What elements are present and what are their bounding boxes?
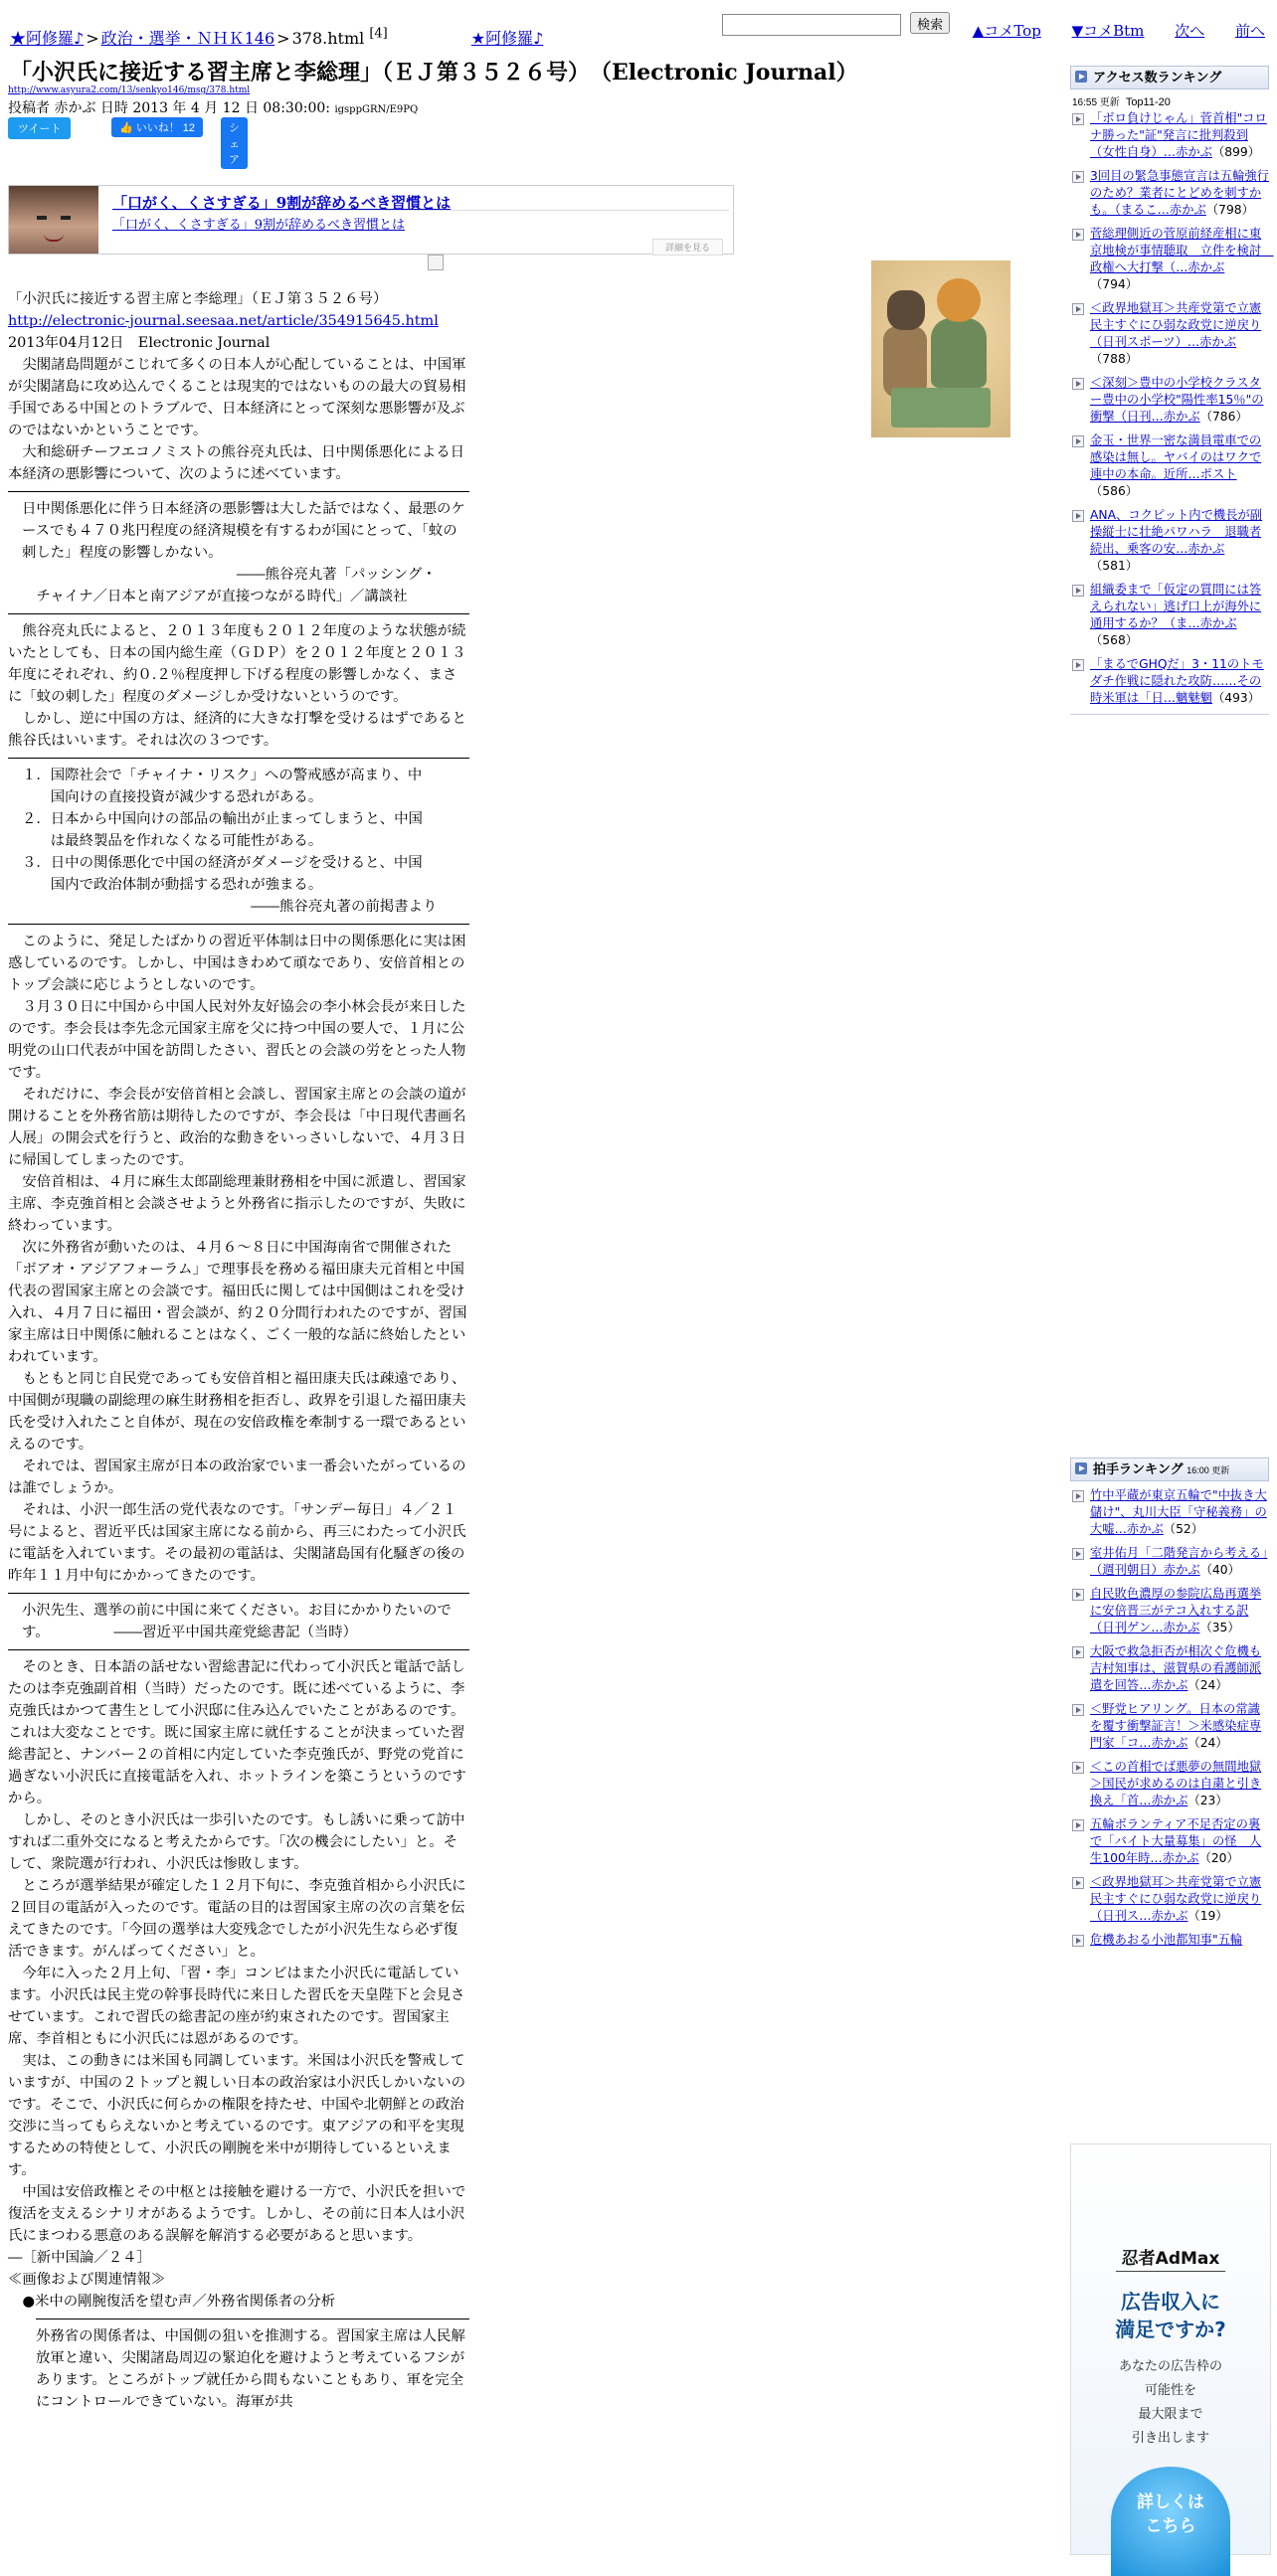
ranking-item-link[interactable]: 室井佑月「二階発言から考える」（週刊朝日）赤かぶ [1090,1546,1268,1577]
clap-ranking [1070,1458,1269,1956]
breadcrumb-page: 378.html [291,29,365,48]
ninja-admax-logo-text: 忍者AdMax [1121,2249,1220,2269]
divider [8,1593,469,1594]
ranking-item [1070,1816,1269,1867]
ranking-item-link[interactable]: 3回目の緊急事態宣言は五輪強行のため？業者にとどめを刺すかも。（まるこ…赤かぶ [1090,169,1269,217]
divider [8,491,469,492]
next-link[interactable]: 次へ [1175,22,1205,40]
article-paragraph: 尖閣諸島問題がこじれて多くの日本人が心配していることは、中国軍が尖閣諸島に攻め込んでくることは現実的ではないものの最大の貿易相手国である中国とのトラブルで、日本経済にとって深刻な悪影響が及ぶのではないかということです。 [8,357,466,438]
ranking-item-link[interactable]: 金玉・世界一密な満員電車での感染は無し。ヤバイのはワクで連中の本命。近所…ポスト [1090,433,1262,481]
post-url-link[interactable]: http://www.asyura2.com/13/senkyo146/msg/378.html [8,86,251,95]
access-ranking-time: 16:55 更新 [1072,97,1120,108]
ranking-item-link[interactable]: ＜政界地獄耳＞共産党第で立憲民主すぐにひ弱な政党に逆戻り（日刊ス…赤かぶ [1090,1875,1262,1923]
arrow-right-icon [1072,510,1084,522]
search-input[interactable] [722,14,901,36]
ninja-ad-sub-2: 可能性を [1144,2383,1196,2398]
ranking-item [1070,226,1274,293]
arrow-right-icon [1072,1589,1084,1601]
ninja-admax-logo [1071,2244,1270,2272]
ninja-ad-sub-4: 引き出します [1131,2431,1209,2446]
article-date: 2013年04月12日 Electronic Journal [8,335,271,351]
clap-ranking-time: 16:00 更新 [1186,1465,1230,1475]
article-list: １．国際社会で「チャイナ・リスク」への警戒感が高まり、中 国向けの直接投資が減少する恐れがある。 ２．日本から中国向けの部品の輸出が止まってしまうと、中国 は最終製品を作れなくなる可能性がある。 ３．日中の関係悪化で中国の経済がダメージを受けると、中国 国内で政治体制が動揺する恐れが強まる。 ――熊谷亮丸著の前掲書より [22,768,438,915]
ranking-item-link[interactable]: 「まるでGHQだ」3・11のトモダチ作戦に隠れた攻防……その時米軍は「日…魑魅魍 [1090,657,1264,705]
access-ranking-sub [1072,93,1269,108]
ranking-item-count: （19） [1187,1909,1228,1923]
ad-title-link[interactable]: 「口がく、くさすぎる」9割が辞めるべき習慣とは [112,194,452,212]
ranking-item-link[interactable]: 五輪ボランティア不足否定の裏で「バイト大量募集」の怪 人生100年時…赤かぶ [1090,1817,1262,1865]
ranking-item-link[interactable]: ＜野党ヒアリング。日本の常識を覆す衝撃証言！＞米感染症専門家「コ…赤かぶ [1090,1702,1262,1750]
ranking-item [1070,1874,1269,1925]
ranking-item [1070,432,1269,500]
clap-ranking-header [1070,1458,1269,1481]
ranking-item-count: （40） [1199,1563,1240,1577]
ranking-item [1070,1545,1269,1579]
arrow-right-icon [1072,1490,1084,1502]
ranking-item-link[interactable]: ＜この首相でば悪夢の無間地獄＞国民が求めるのは自粛と引き換え「首…赤かぶ [1090,1760,1262,1807]
top-bar [0,0,1277,50]
ranking-item-count: （493） [1211,691,1261,705]
arrow-right-icon [1072,113,1084,125]
ninja-ad-headline [1071,2288,1270,2343]
arrow-right-icon [1072,1877,1084,1889]
ranking-item-count: （581） [1090,559,1139,573]
ranking-item-link[interactable]: 組織委まで「仮定の質問には答えられない」逃げ口上が海外に通用するか？（ま…赤かぶ [1090,583,1262,630]
ranking-item-count: （788） [1090,352,1139,366]
ranking-item [1070,582,1269,649]
clap-ranking-title: 拍手ランキング [1093,1461,1184,1476]
breadcrumb-sep: > [276,29,290,48]
access-ranking-range: Top11-20 [1125,96,1171,108]
ad-face-image [9,186,98,254]
breadcrumb-home2-link[interactable]: ★阿修羅♪ [470,29,544,48]
ranking-item-count: （586） [1090,484,1139,498]
ranking-item [1070,507,1269,575]
ranking-item-count: （23） [1187,1794,1228,1807]
article-paragraph: そのとき、日本語の話せない習総書記に代わって小沢氏と電話で話したのは李克強副首相（当時）だったのです。既に述べているように、李克強氏はかつて書生として小沢邸に住み込んでいたことがあるのです。これは大変なことです。既に国家主席に就任することが決まっていた習総書記と、ナンバー２の首相に内定していた李克強氏が、野党の党首に過ぎない小沢氏に直接電話を入れ、ホットラインを築こうというのですから。 しかし、そのとき小沢氏は一歩引いたのです。もし誘いに乗って訪中すれば二重外交になると考えたからです。「次の機会にしたい」と。そして、衆院選が行われ、小沢氏は惨敗します。 ところが選挙結果が確定した１２月下旬に、李克強首相から小沢氏に２回目の電話が入ったのです。電話の目的は習国家主席の次の言葉を伝えてきたのです。「今回の選挙は大変残念でしたが小沢先生なら必ず復活できます。がんばってください」と。 今年に入った２月上旬、「習・李」コンビはまた小沢氏に電話しています。小沢氏は民主党の幹事長時代に来日した習氏を天皇陛下と会見させています。これで習氏の総書記の座が約束されたのです。習国家主席、李首相ともに小沢氏には恩があるのです。 実は、この動きには米国も同調しています。米国は小沢氏を警戒していますが、中国の２トップと親しい日本の政治家は小沢氏しかいないのです。そこで、小沢氏に何らかの権限を持たせ、中国や北朝鮮との政治交渉に当ってもらえないかと考えているのです。東アジアの和平を実現するための特使として、小沢氏の剛腕を米中が期待しているといえます。 中国は安倍政権とその中枢とは接触を避ける一方で、小沢氏を担いで復活を支えるシナリオがあるようです。しかし、その前に日本人は小沢氏にまつわる悪意のある誤解を解消する必要があると思います。 ―［新中国論／２４］ [8,1659,466,2266]
ranking-item-count: （24） [1187,1736,1228,1750]
arrow-right-icon [1072,171,1084,183]
arrow-right-icon [1072,1819,1084,1831]
arrow-right-icon [1072,1762,1084,1774]
post-url [8,86,250,95]
ninja-admax-ad[interactable] [1070,2144,1271,2555]
divider [8,924,469,925]
arrow-right-icon [1072,659,1084,671]
article-paragraph: 熊谷亮丸氏によると、２０１３年度も２０１２年度のような状態が続いたとしても、日本の国内総生産（ＧＤＰ）を２０１２年度と２０１３年度にそれぞれ、約０.２％程度押し下げる程度の影響しかなく、まさに「蚊の刺した」程度のダメージしか受けないというのです。 しかし、逆に中国の方は、経済的に大きな打撃を受けるはずであると熊谷氏はいいます。それは次の３つです。 [8,623,466,749]
related-quote: 外務省の関係者は、中国側の狙いを推測する。習国家主席は人民解放軍と違い、尖閣諸島周辺の緊迫化を避けようと考えているフシがあります。ところがトップ就任から間もないこともあり、軍を完全にコントロールできていない。海軍が共 [36,2328,465,2410]
breadcrumb-home-link[interactable]: ★阿修羅♪ [10,29,85,48]
related-heading: ≪画像および関連情報≫ [8,2272,166,2288]
comment-nav [947,20,1265,41]
broken-image-icon [428,255,444,270]
article-paragraph: 大和総研チーフエコノミストの熊谷亮丸氏は、日中関係悪化による日本経済の悪影響について、次のように述べています。 [8,444,465,482]
ranking-item [1070,375,1269,426]
ninja-ad-cta-button[interactable] [1111,2467,1230,2576]
arrow-right-icon [1072,378,1084,390]
divider [8,613,469,614]
arrow-right-icon [1072,1548,1084,1560]
article-paragraph: このように、発足したばかりの習近平体制は日中の関係悪化に実は困惑しているのです。しかし、中国はきわめて頑なであり、安倍首相とのトップ会談に応じようとしないのです。 ３月３０日に中国から中国人民対外友好協会の李小林会長が来日したのです。李会長は李先念元国家主席を父に持つ中国の要人で、１月に公明党の山口代表が中国を訪問したさい、習氏との会談の労をとった人物です。 それだけに、李会長が安倍首相と会談し、習国家主席との会談の道が開けることを外務省筋は期待したのですが、李会長は「中日現代書画名人展」の開会式を行うと、政治的な動きをいっさいしないで、４月３日に帰国してしまったのです。 安倍首相は、４月に麻生太郎副総理兼財務相を中国に派遣し、習国家主席、李克強首相と会談させようと外務省に指示したのですが、失敗に終わっています。 次に外務省が動いたのは、４月６〜８日に中国海南省で開催された「ボアオ・アジアフォーラム」で理事長を務める福田康夫元首相と中国代表の習国家主席との会談です。福田氏に関しては中国側はこれを受け入れ、４月７日に福田・習会談が、約２０分間行われたのですが、習国家主席は日中関係に触れることはなく、ごく一般的な話に終始したといわれています。 もともと同じ自民党であっても安倍首相と福田康夫氏は疎遠であり、中国側が現職の副総理の麻生財務相を拒否し、政界を引退した福田康夫氏を受け入れたこと自体が、現在の安倍政権を牽制する一環であるといえるのです。 それでは、習国家主席が日本の政治家でいま一番会いたがっているのは誰でしょうか。 それは、小沢一郎生活の党代表なのです。「サンデー毎日」４／２１号によると、習近平氏は国家主席になる前から、再三にわたって小沢氏に電話を入れています。その最初の電話は、尖閣諸島国有化騒ぎの後の昨年１１月中旬にかかってきたのです。 [8,934,467,1584]
arrow-right-icon [1072,1935,1084,1947]
ninja-ad-cta-1: 詳しくは [1137,2492,1204,2512]
access-ranking-header [1070,66,1269,89]
ranking-item-count: （786） [1199,410,1248,424]
ninja-ad-sub [1071,2355,1270,2451]
divider [8,758,469,759]
ranking-item-count: （35） [1199,1621,1240,1634]
ranking-icon [1075,71,1087,83]
breadcrumb [10,26,543,49]
ranking-item [1070,1759,1269,1809]
ranking-item-link[interactable]: 危機あおる小池都知事"五輪 [1090,1933,1243,1947]
comment-top-link[interactable]: ▲コメTop [972,22,1041,40]
ranking-item [1070,1701,1269,1752]
arrow-right-icon [1072,229,1084,241]
ranking-item-count: （899） [1211,145,1261,159]
tweet-button[interactable]: ツイート [8,117,71,139]
access-ranking-list [1070,110,1274,707]
article-quote: 日中関係悪化に伴う日本経済の悪影響は大した話ではなく、最悪のケースでも４７０兆円程度の経済規模を有するわが国にとって、「蚊の刺した」程度の影響しかない。 ――熊谷亮丸著「パッシング・ チャイナ／日本と南アジアが直接つながる時代」／講談社 [22,501,465,604]
ranking-item-count: （568） [1090,633,1139,647]
article-source-link[interactable]: http://electronic-journal.seesaa.net/article/354915645.html [8,313,439,329]
ninja-ad-sub-3: 最大限まで [1138,2407,1203,2422]
access-ranking [1070,66,1274,719]
poster-id: igsppGRN/E9PQ [334,104,419,115]
search-form [722,12,950,36]
ad-more-button[interactable]: 詳細を見る [652,239,723,256]
divider [36,2318,469,2319]
ninja-ad-sub-1: あなたの広告枠の [1118,2359,1222,2374]
ninja-ad-headline-2: 満足ですか? [1115,2318,1226,2341]
ranking-item-count: （20） [1198,1851,1239,1865]
ranking-item-count: （794） [1090,277,1139,291]
ranking-item [1070,168,1269,219]
breadcrumb-category-link[interactable]: 政治・選挙・ＮＨＫ146 [100,29,275,48]
breadcrumb-count: [4] [369,26,388,42]
illustration-image [871,260,1010,437]
ranking-item-count: （798） [1205,203,1254,217]
clap-ranking-list [1070,1487,1269,1949]
arrow-right-icon [1072,303,1084,315]
post-meta-text: 投稿者 赤かぶ 日時 2013 年 4 月 12 日 08:30:00: [8,100,335,116]
ranking-item [1070,656,1269,707]
prev-link[interactable]: 前へ [1234,22,1265,40]
article-body [8,288,469,2413]
ranking-item [1070,1932,1269,1949]
arrow-right-icon [1072,435,1084,447]
ranking-item-link[interactable]: 竹中平蔵が東京五輪で"中抜き大儲け"、丸川大臣「守秘義務」の大嘘…赤かぶ [1090,1488,1267,1536]
article-quote: 小沢先生、選挙の前に中国に来てください。お目にかかりたいのです。 ――習近平中国共産党総書記（当時） [22,1603,452,1640]
ninja-ad-headline-1: 広告収入に [1121,2290,1220,2314]
related-item: ●米中の剛腕復活を望む声／外務省関係者の分析 [8,2294,336,2310]
breadcrumb-sep: > [86,29,99,48]
ranking-item [1070,300,1269,368]
ranking-item [1070,1643,1269,1694]
ranking-item-link[interactable]: 「ボロ負けじゃん」菅首相"コロナ勝った"証"発言に批判殺到（女性自身）…赤かぶ [1090,111,1267,159]
ranking-item-link[interactable]: ＜深刻＞豊中の小学校クラスター豊中の小学校"陽性率15％"の衝撃（日刊…赤かぶ [1090,376,1264,424]
post-meta [8,97,418,117]
ranking-icon [1075,1462,1087,1474]
access-ranking-title: アクセス数ランキング [1093,70,1222,85]
share-button[interactable]: シェア [221,117,248,169]
arrow-right-icon [1072,1646,1084,1658]
social-buttons [8,117,240,166]
ranking-item-link[interactable]: ANA、コクピット内で機長が副操縦士に壮絶パワハラ 退職者続出、乗客の安…赤かぶ [1090,508,1263,556]
arrow-right-icon [1072,1704,1084,1716]
ranking-item-count: （24） [1187,1678,1228,1692]
ranking-item-link[interactable]: 自民敗色濃厚の参院広島再選挙に安倍晋三がテコ入れする訳（日刊ゲン…赤かぶ [1090,1587,1262,1634]
ad-sub-link[interactable]: 「口がく、くさすぎる」9割が辞めるべき習慣とは [112,218,406,233]
ranking-item-link[interactable]: 大阪で救急拒否が相次ぐ危機も吉村知事は、滋賀県の看護師派遣を回答…赤かぶ [1090,1644,1262,1692]
ranking-item-count: （52） [1163,1522,1204,1536]
ranking-item [1070,1586,1269,1636]
ranking-item-link[interactable]: 菅総理側近の菅原前経産相に東京地検が事情聴取 立件を検討 政権へ大打撃（…赤かぶ [1090,227,1274,274]
ranking-item [1070,110,1269,161]
ninja-ad-cta-2: こちら [1145,2516,1196,2536]
article-line: 「小沢氏に接近する習主席と李総理」（ＥＪ第３５２６号） [8,291,388,307]
arrow-right-icon [1072,585,1084,597]
divider [8,1649,469,1650]
ranking-item-link[interactable]: ＜政界地獄耳＞共産党第で立憲民主すぐにひ弱な政党に逆戻り（日刊スポーツ）…赤かぶ [1090,301,1262,349]
comment-bottom-link[interactable]: ▼コメBtm [1071,22,1145,40]
ranking-item [1070,1487,1269,1538]
like-button[interactable]: 👍 いいね！ 12 [111,117,203,137]
search-button[interactable]: 検索 [910,12,950,34]
page-title: 「小沢氏に接近する習主席と李総理」（ＥＪ第３５２６号） （Electronic Journal） [10,60,858,86]
ad-banner[interactable] [8,185,734,255]
